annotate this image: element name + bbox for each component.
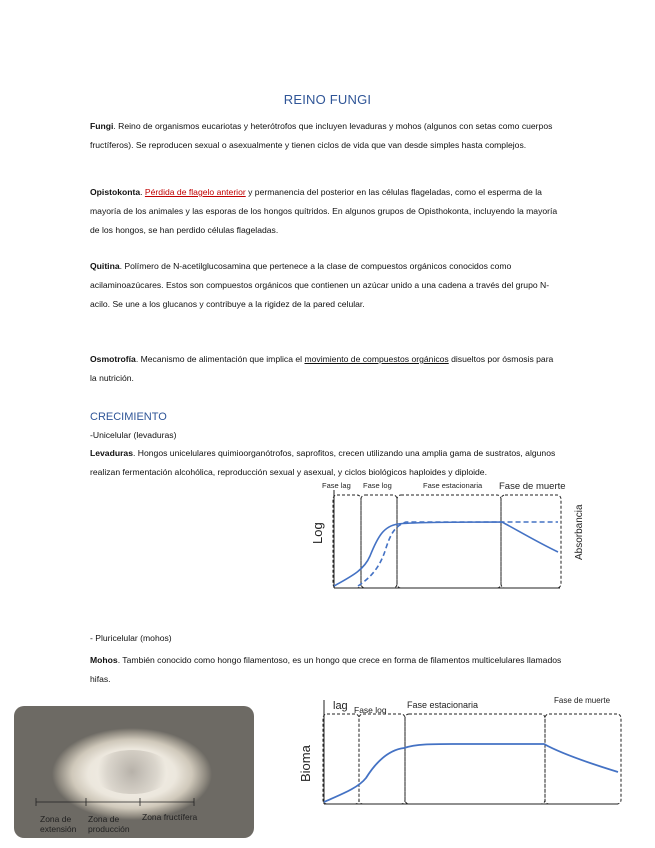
- zone-fruiting-label: Zona fructífera: [142, 812, 198, 822]
- growth-curve: [324, 744, 618, 802]
- mold-growth-chart: [292, 692, 622, 810]
- opisto-link[interactable]: Pérdida de flagelo anterior: [144, 187, 246, 197]
- phase-label-stationary: Fase estacionaria: [423, 481, 483, 490]
- levaduras-definition: . Hongos unicelulares quimioorganótrofos, saprofitos, crecen utilizando una amplia gama de sustratos, algunos realizan fermentación alcohólica, reproducción sexual y asexual, y ciclos biológicos haploides y diploide.: [90, 448, 556, 477]
- phase-box-lag: [333, 495, 361, 588]
- phase-box-death: [501, 495, 561, 588]
- phase-label-log: Fase log: [363, 481, 392, 490]
- fungi-definition: . Reino de organismos eucariotas y heterótrofos que incluyen levaduras y mohos (algunos con setas como cuerpos fructíferos). Se reproducen sexual o asexualmente y tienen ciclos de vida que van desde simples hasta complejos.: [90, 121, 553, 150]
- opisto-paragraph: [90, 183, 562, 240]
- phase-box-log: [361, 495, 397, 588]
- phase-label-lag: lag: [333, 700, 348, 712]
- opisto-term: Opistokonta: [90, 187, 141, 197]
- growth-curve-solid: [334, 522, 558, 586]
- y-axis-label: Bioma: [298, 745, 313, 782]
- pluricelular-label: - Pluricelular (mohos): [90, 633, 172, 643]
- page-title: REINO FUNGI: [283, 92, 372, 107]
- mohos-term: Mohos: [90, 655, 118, 665]
- fungi-paragraph: [90, 117, 562, 155]
- y-axis-label: Log: [310, 522, 325, 544]
- phase-label-log: Fase log: [354, 705, 387, 715]
- osmo-link[interactable]: movimiento de compuestos orgánicos: [304, 354, 449, 364]
- phase-label-death: Fase de muerte: [499, 481, 566, 492]
- phase-box-stationary: [405, 714, 545, 804]
- quitina-paragraph: [90, 257, 562, 314]
- zone-extension-label: Zona de extensión: [40, 814, 77, 834]
- quitina-term: Quitina: [90, 261, 120, 271]
- opisto-definition: y permanencia del posterior en las células flageladas, como el esperma de la mayoría de los animales y las esporas de los hongos quítridos. En algunos grupos de Opisthokonta, incluyendo la mayoría de los hongos, se han perdido células flageladas.: [90, 187, 558, 235]
- opisto-sep: .: [140, 187, 145, 197]
- phase-box-lag: [323, 714, 359, 804]
- zone-production-label: Zona de producción: [88, 814, 130, 834]
- quitina-definition: . Polímero de N-acetilglucosamina que pertenece a la clase de compuestos orgánicos conocidos como acilaminoazúcares. Estos son compuestos orgánicos que contienen un azúcar unido a una cadena a través del grupo N-acilo. Se une a los glucanos y contribuye a la rigidez de la pared celular.: [90, 261, 550, 309]
- osmo-definition: disueltos por ósmosis para la nutrición.: [90, 354, 554, 383]
- unicelular-label: -Unicelular (levaduras): [90, 430, 177, 440]
- y2-axis-label: Absorbancia: [574, 504, 585, 560]
- phase-box-death: [545, 714, 621, 804]
- yeast-growth-chart: [302, 478, 592, 594]
- osmo-term: Osmotrofía: [90, 354, 136, 364]
- growth-curve-dashed: [358, 522, 558, 586]
- fungi-term: Fungi: [90, 121, 114, 131]
- phase-box-stationary: [397, 495, 501, 588]
- levaduras-paragraph: [90, 444, 562, 482]
- osmo-paragraph: [90, 350, 562, 388]
- levaduras-term: Levaduras: [90, 448, 133, 458]
- phase-label-stationary: Fase estacionaria: [407, 700, 479, 710]
- mold-colony-photo: [14, 706, 254, 838]
- osmo-pre: . Mecanismo de alimentación que implica el: [135, 354, 305, 364]
- phase-label-death: Fase de muerte: [554, 696, 611, 705]
- phase-label-lag: Fase lag: [322, 481, 351, 490]
- mohos-paragraph: [90, 651, 562, 689]
- crecimiento-heading: CRECIMIENTO: [90, 411, 167, 423]
- mohos-definition: . También conocido como hongo filamentoso, es un hongo que crece en forma de filamentos multicelulares llamados hifas.: [90, 655, 562, 684]
